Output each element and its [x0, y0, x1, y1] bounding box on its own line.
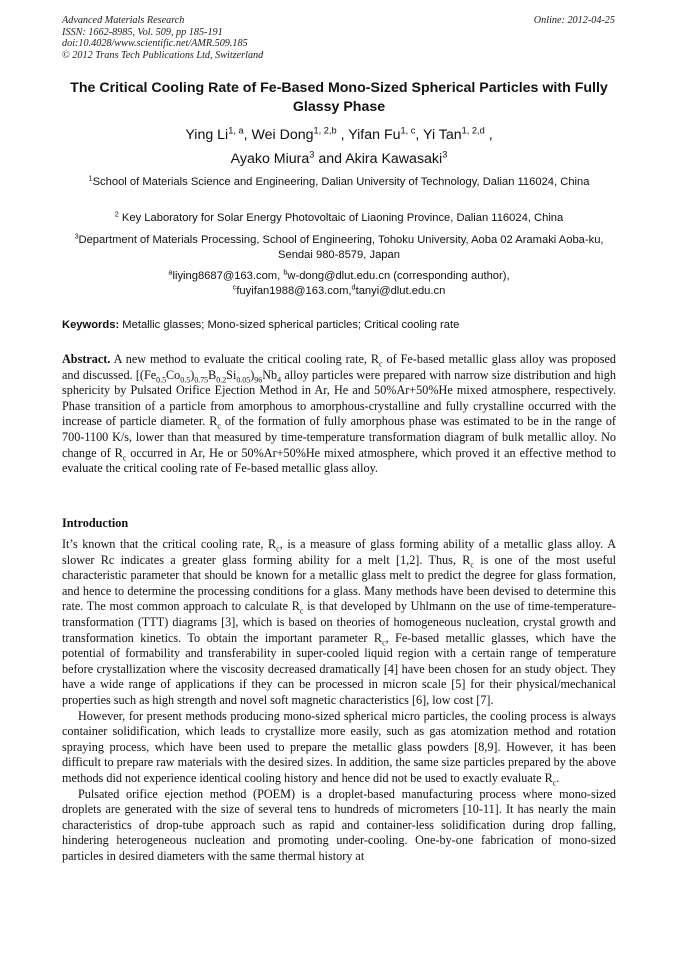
subscript: 0.75	[194, 375, 209, 385]
email-sup: a	[168, 267, 173, 277]
paragraph-text: It’s known that the critical cooling rate, R	[62, 537, 277, 551]
paper-title: The Critical Cooling Rate of Fe-Based Mono-Sized Spherical Particles with Fully Glassy Phase	[70, 80, 608, 115]
email-sup: c	[232, 281, 237, 291]
paragraph-text: However, for present methods producing mono-sized spherical micro particles, the cooling process is always container solidification, which leads to crystallize more easily, such as gas atomization method and rotation spraying process, which have been used to prepare the metallic glass powders [8,9]. However, it has been difficult to prepare raw materials with the desired sizes. In addition, the same size particles prepared by the above methods did not experience identical cooling history and hence did not be used to exactly evaluate R	[62, 708, 616, 785]
abstract-text: Si	[226, 367, 237, 382]
author-name: Ayako Miura	[230, 151, 310, 167]
journal-name: Advanced Materials Research	[62, 15, 185, 26]
author-sup: 1, c	[400, 125, 416, 136]
section-heading-introduction: Introduction	[62, 516, 129, 530]
email-sup: b	[283, 267, 288, 277]
subscript: c	[217, 421, 221, 431]
subscript: 0.5	[180, 375, 191, 385]
online-date: Online: 2012-04-25	[533, 15, 615, 26]
abstract-text: )	[190, 367, 195, 382]
subscript: c	[382, 638, 386, 647]
subscript: c	[470, 560, 474, 570]
author-list: Ying Li$^{1, a}$, Wei Dong$^{1, 2,b}$ , Yifan Fu$^{1, c}$, Yi Tan$^{1, 2,d}$ , Ayako Miura$^3$ and Akira Kawasaki$^3$	[185, 125, 493, 167]
author-sup: 3	[442, 149, 448, 160]
affiliation-sup: 1	[88, 173, 93, 183]
subscript: 0.5	[156, 375, 167, 385]
author-emails	[62, 269, 616, 298]
abstract-label: Abstract.	[62, 352, 111, 366]
affiliation-1	[62, 175, 616, 190]
affiliation-3	[62, 233, 616, 262]
subscript: 0.05	[236, 375, 251, 385]
affiliation-text: School of Materials Science and Engineering, Dalian University of Technology, Dalian 116024, China	[92, 176, 590, 188]
author-name: Yifan Fu	[348, 127, 401, 143]
subscript: 0.2	[216, 375, 227, 385]
copyright: © 2012 Trans Tech Publications Ltd, Switzerland	[62, 49, 264, 61]
abstract-text: occurred in Ar, He or 50%Ar+50%He mixed atmosphere, which proved it an effective method to evaluate the critical cooling rate of Fe-based metallic glass alloy.	[62, 445, 616, 476]
author-name: Akira Kawasaki	[345, 151, 443, 167]
paragraph-text: .	[556, 770, 560, 785]
author-sup: 1, 2,b	[313, 125, 337, 136]
subscript: c	[379, 359, 383, 369]
author-name: Wei Dong	[251, 127, 314, 143]
paragraph-text: , Fe-based metallic glasses, which have the potential of formability and transferability in super-cooled liquid region with a certain range of temperature before crystallization where the viscosity decreased dramatically [4] have been chosen for an study object. They have a wide range of applications if they can be processed in micron scale [5] for their physical/mechanical properties such as high strength and novel soft magnetic characteristics [6], low cost [7].	[62, 630, 616, 707]
affiliation-sup: 2	[114, 209, 119, 219]
abstract-text: A new method to evaluate the critical cooling rate, R	[110, 352, 380, 366]
email-sup: d	[351, 281, 356, 291]
email[interactable]: fuyifan1988@163.com,	[236, 284, 352, 297]
abstract-text: Co	[166, 367, 181, 382]
email[interactable]: w-dong@dlut.edu.cn (corresponding author),	[287, 270, 510, 282]
paragraph-text: Pulsated orifice ejection method (POEM) is a droplet-based manufacturing process where mono-sized droplets are generated with the size of several tens to hundreds of micrometers [10-11]. It has nearly the main characteristics of drop-tube approach such as rapid and container-less solidification during drop falling, hindering heterogeneous nucleation and promoting under-cooling. One-by-one fabrication of mono-sized particles in desired diameters with the same thermal history at	[62, 786, 616, 863]
subscript: c	[552, 778, 557, 788]
issn: ISSN: 1662-8985, Vol. 509, pp 185-191	[62, 26, 223, 38]
paragraph	[62, 709, 616, 787]
journal-header	[62, 15, 482, 61]
author-sup: 1, 2,d	[461, 125, 485, 136]
keywords-text: Metallic glasses; Mono-sized spherical particles; Critical cooling rate	[119, 319, 460, 331]
abstract-text: alloy particles were prepared with narrow size distribution and high sphericity by Pulsated Orifice Ejection Method in Ar, He and 50%Ar+50%He mixed atmosphere, respectively. Phase transition of a particle from amorphous to amorphous-crystalline and fully crystalline occurred with the increase of particle diameter. R	[62, 367, 616, 429]
email[interactable]: liying8687@163.com,	[172, 270, 284, 282]
subscript: 4	[277, 375, 282, 385]
doi: doi:10.4028/www.scientific.net/AMR.509.185	[62, 38, 248, 50]
paragraph-text: is one of the most useful characteristic parameter that should be known for a metallic glass melt to predict the degree for glass formation, and hence to determine the processing conditions for a glass. Many methods have been devised to determine this rate. The most common approach to calculate R	[62, 552, 617, 614]
affiliation-sup: 3	[74, 231, 79, 241]
paragraph	[62, 537, 616, 709]
author-name: Ying Li	[185, 127, 229, 143]
affiliation-text: Department of Materials Processing, School of Engineering, Tohoku University, Aoba 02 Aramaki Aoba-ku, Sendai 980-8579, Japan	[78, 234, 604, 261]
subscript: 96	[254, 375, 263, 385]
abstract-text: )	[250, 367, 255, 382]
introduction-body	[62, 537, 616, 864]
affiliation-2	[62, 211, 616, 226]
paragraph-text: , is a measure of glass forming ability of a metallic glass alloy. A slower Rc indicates a greater glass forming ability for a melt [1,2]. Thus, R	[62, 537, 616, 567]
abstract	[62, 352, 616, 477]
keywords-label: Keywords:	[62, 319, 120, 331]
author-sup: 1, a	[228, 125, 244, 136]
paragraph-text: is that developed by Uhlmann on the use of time-temperature- transformation (TTT) diagrams [3], which is based on theories of homogeneous nucleation, crystal growth and transformation kinetics. To obtain the important parameter R	[62, 599, 617, 645]
email[interactable]: tanyi@dlut.edu.cn	[355, 284, 446, 297]
keywords	[62, 318, 616, 332]
affiliation-text: Key Laboratory for Solar Energy Photovoltaic of Liaoning Province, Dalian 116024, China	[121, 212, 564, 224]
abstract-text: Nb	[262, 367, 278, 382]
abstract-text: B	[208, 367, 217, 382]
subscript: c	[299, 606, 304, 616]
abstract-text: of Fe-based metallic glass alloy was proposed and discussed. [(Fe	[62, 352, 616, 382]
author-name: Yi Tan	[423, 127, 462, 143]
subscript: c	[122, 453, 127, 462]
author-sup: 3	[309, 149, 315, 160]
subscript: c	[276, 544, 280, 554]
abstract-text: of the formation of fully amorphous phase was estimated to be in the range of 700-1100 K/s, lower than that measured by time-temperature transformation diagram of bulk metallic alloy. No change of R	[62, 414, 616, 460]
paragraph	[62, 787, 616, 865]
